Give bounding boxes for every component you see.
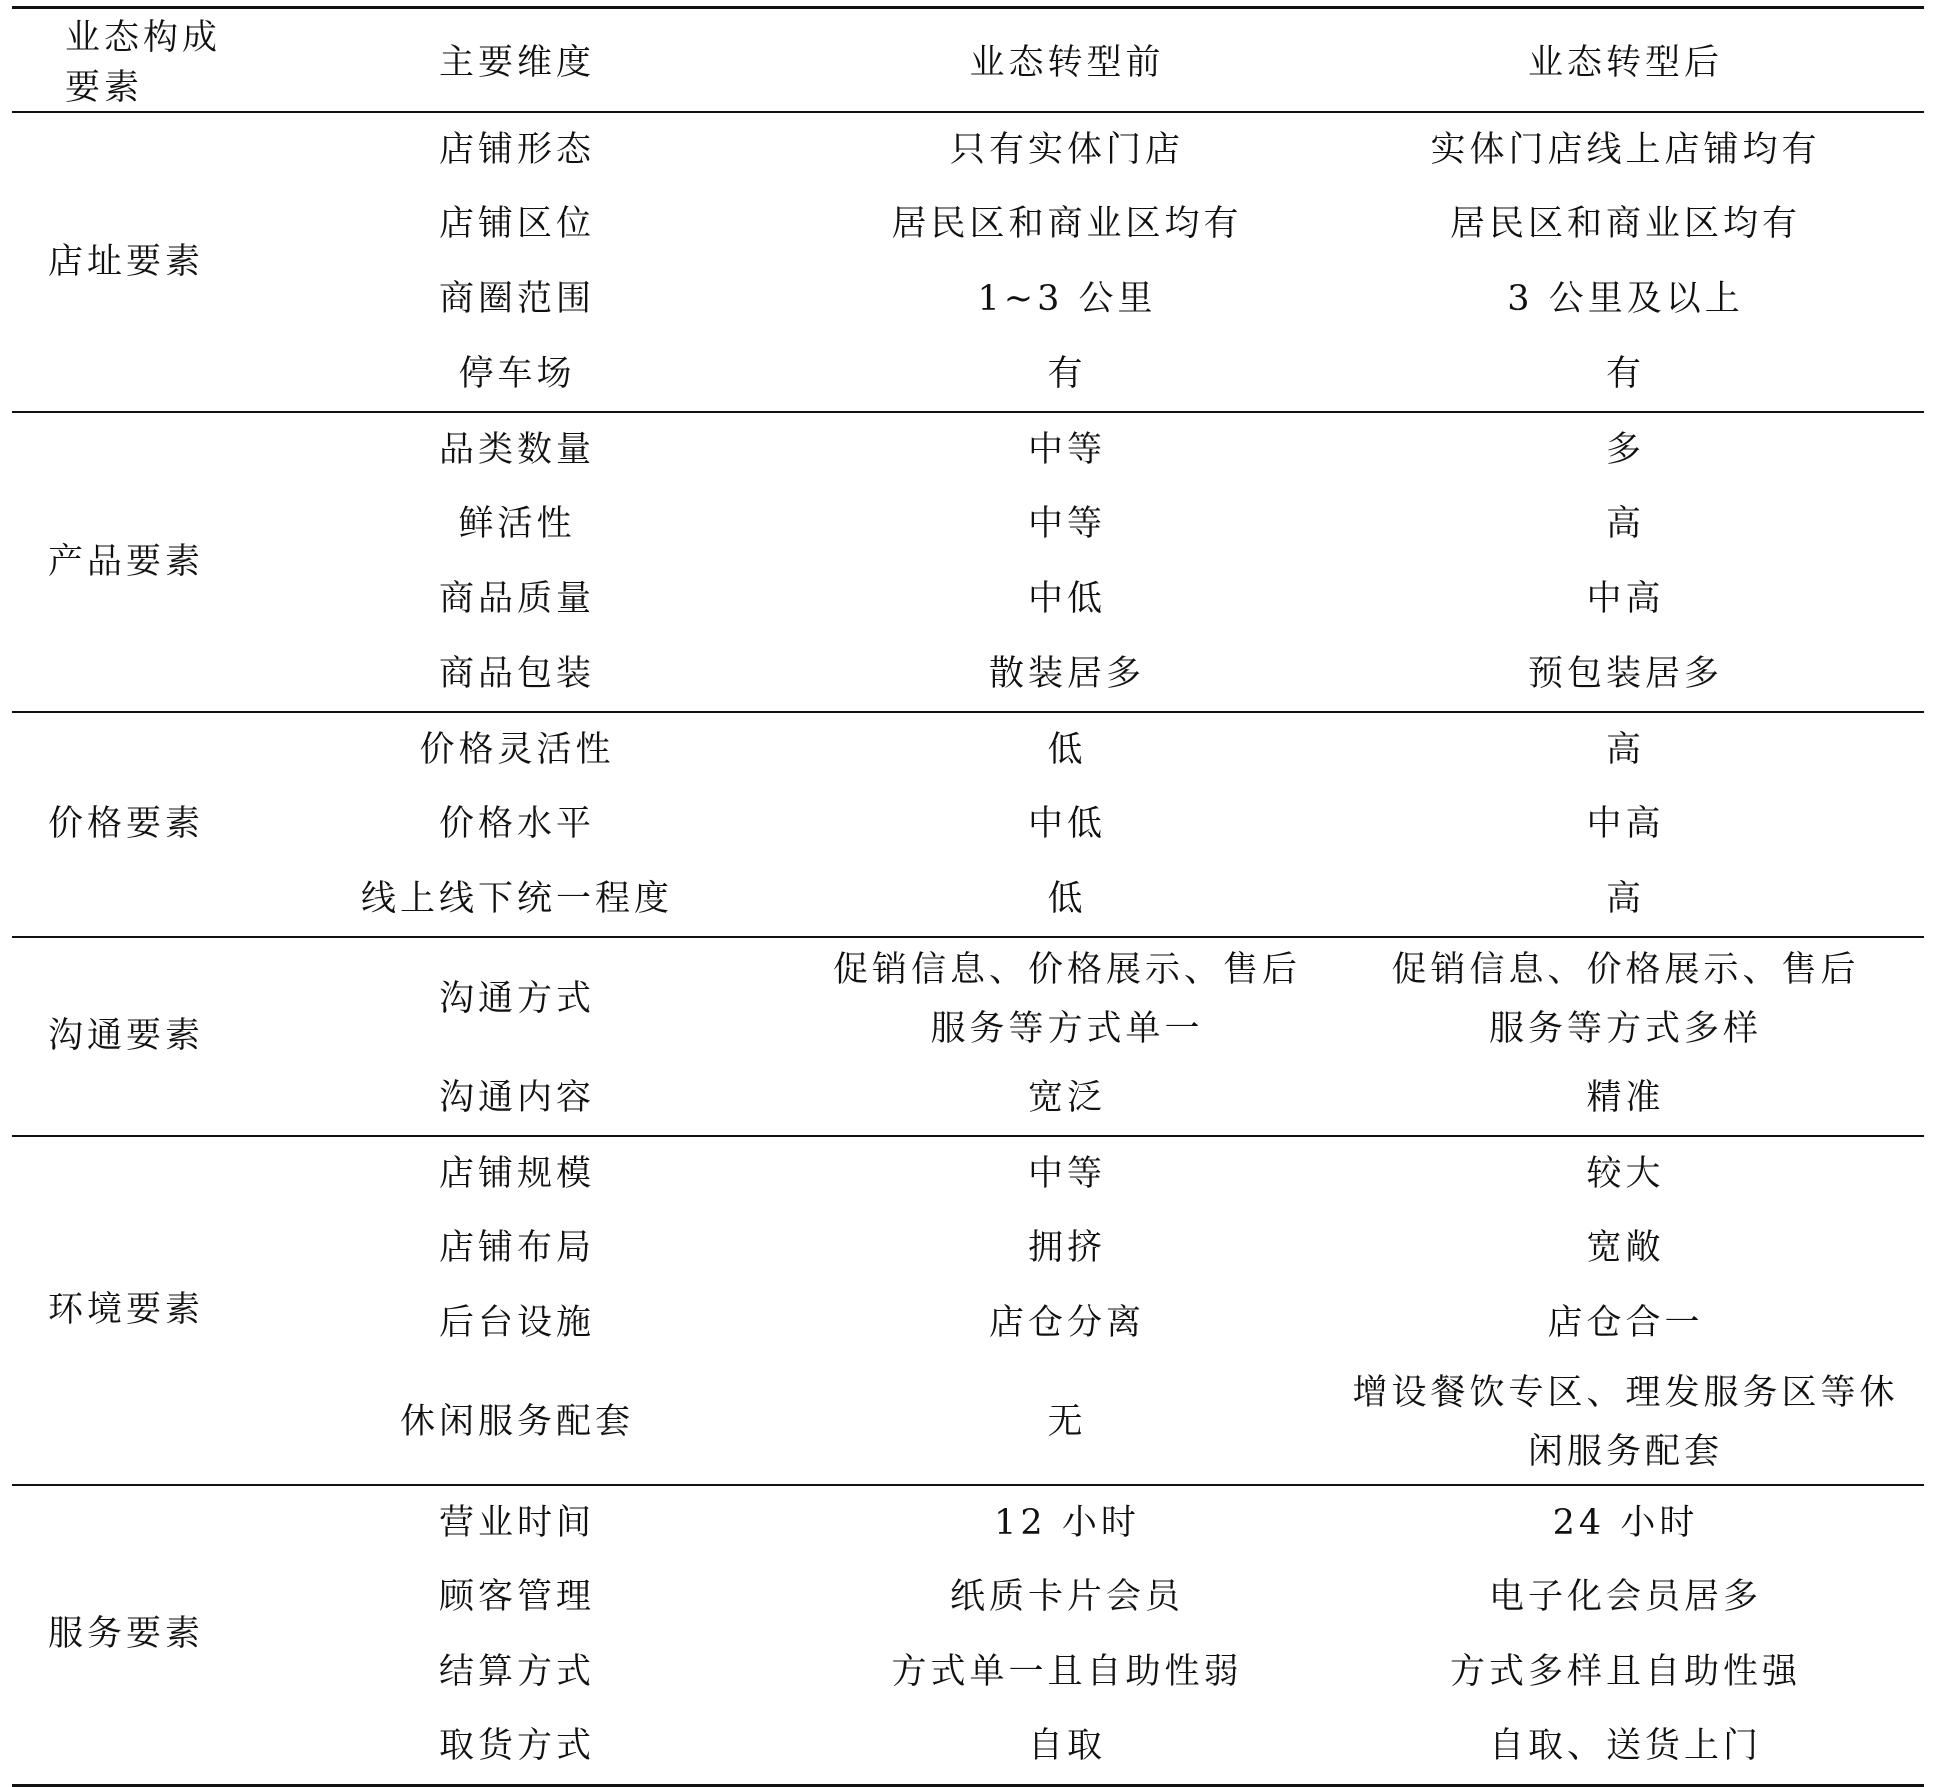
- after-cell: 电子化会员居多: [1488, 1577, 1762, 1617]
- after-cell: 实体门店线上店铺均有: [1327, 112, 1924, 187]
- before-cell: 店仓分离: [988, 1303, 1145, 1343]
- header-before: 业态转型前: [807, 8, 1327, 113]
- table-row: [12, 1136, 1924, 1211]
- table-row: [12, 1211, 1924, 1286]
- dimension-cell: 价格水平: [438, 804, 595, 844]
- before-cell: 中低: [1027, 804, 1106, 844]
- table-row: [12, 412, 1924, 487]
- before-cell: 只有实体门店: [807, 112, 1327, 187]
- format-transformation-table: [12, 6, 1924, 1787]
- dimension-cell: 后台设施: [438, 1303, 595, 1343]
- after-cell: 店仓合一: [1547, 1303, 1704, 1343]
- table-row: [12, 337, 1924, 412]
- after-cell-line: 服务等方式多样: [1488, 1008, 1762, 1049]
- dimension-cell: 休闲服务配套: [399, 1402, 634, 1442]
- after-cell: 多: [1327, 412, 1924, 487]
- before-cell-line: 服务等方式单一: [930, 1008, 1204, 1049]
- dimension-cell: 鲜活性: [458, 504, 576, 544]
- after-cell: 宽敞: [1586, 1228, 1665, 1268]
- dimension-cell: 商品质量: [438, 579, 595, 619]
- before-cell: 纸质卡片会员: [949, 1577, 1184, 1617]
- after-cell: 预包装居多: [1527, 653, 1723, 694]
- table-row: [12, 1061, 1924, 1136]
- before-cell: 中等: [1027, 504, 1106, 544]
- before-cell: 宽泛: [1027, 1077, 1106, 1118]
- dimension-cell: 沟通方式: [227, 937, 807, 1061]
- table-row: [12, 112, 1924, 187]
- before-cell: 12 小时: [807, 1485, 1327, 1560]
- group-label: 服务要素: [12, 1485, 227, 1785]
- table-row: [12, 787, 1924, 862]
- table-row: [12, 1635, 1924, 1710]
- dimension-cell: 取货方式: [227, 1710, 807, 1785]
- before-cell: 中等: [807, 1136, 1327, 1211]
- after-cell: [1327, 1361, 1924, 1485]
- after-cell: 高: [1605, 878, 1645, 919]
- table-row: [12, 1710, 1924, 1785]
- after-cell: [1327, 937, 1924, 1061]
- after-cell: 3 公里及以上: [1507, 279, 1744, 319]
- dimension-cell: 商品包装: [438, 653, 595, 694]
- before-cell: 居民区和商业区均有: [891, 204, 1243, 244]
- before-cell: 有: [1047, 353, 1087, 394]
- dimension-cell: 营业时间: [227, 1485, 807, 1560]
- header-dimension: 主要维度: [227, 8, 807, 113]
- dimension-cell: 商圈范围: [438, 279, 595, 319]
- dimension-cell: 顾客管理: [438, 1577, 595, 1617]
- dimension-cell: 店铺规模: [227, 1136, 807, 1211]
- header-after: 业态转型后: [1327, 8, 1924, 113]
- dimension-cell: 店铺形态: [227, 112, 807, 187]
- before-cell: 低: [1047, 878, 1087, 919]
- after-cell: 高: [1605, 504, 1645, 544]
- before-cell: 中低: [1027, 579, 1106, 619]
- before-cell: 方式单一且自助性弱: [891, 1652, 1243, 1692]
- before-cell: 1~3 公里: [977, 279, 1157, 319]
- table-row: [12, 637, 1924, 712]
- before-cell-line: 促销信息、价格展示、售后: [832, 949, 1301, 990]
- group-label: 价格要素: [12, 712, 227, 937]
- table-header: [12, 8, 1924, 113]
- table-row: [12, 487, 1924, 562]
- before-cell: 无: [1047, 1402, 1087, 1442]
- after-cell: 精准: [1586, 1077, 1665, 1118]
- after-cell: 方式多样且自助性强: [1449, 1652, 1801, 1692]
- table-row: [12, 712, 1924, 787]
- before-cell: 自取: [807, 1710, 1327, 1785]
- group-label: 环境要素: [12, 1136, 227, 1485]
- header-row: [12, 8, 1924, 113]
- after-cell: 有: [1605, 353, 1645, 394]
- after-cell-line: 促销信息、价格展示、售后: [1391, 949, 1860, 990]
- group-label: 沟通要素: [12, 937, 227, 1136]
- dimension-cell: 店铺布局: [438, 1228, 595, 1268]
- after-cell: 高: [1327, 712, 1924, 787]
- after-cell-line: 增设餐饮专区、理发服务区等休: [1352, 1372, 1899, 1413]
- before-cell: [807, 937, 1327, 1061]
- after-cell: 中高: [1586, 579, 1665, 619]
- table-row: [12, 562, 1924, 637]
- dimension-cell: 品类数量: [227, 412, 807, 487]
- dimension-cell: 结算方式: [438, 1652, 595, 1692]
- table-row: [12, 262, 1924, 337]
- header-element: 业态构成要素: [12, 8, 227, 113]
- table-row: [12, 937, 1924, 1061]
- dimension-cell: 沟通内容: [438, 1077, 595, 1118]
- after-cell-line: 闲服务配套: [1527, 1431, 1723, 1472]
- dimension-cell: 店铺区位: [438, 204, 595, 244]
- table-row: [12, 187, 1924, 262]
- before-cell: 中等: [807, 412, 1327, 487]
- after-cell: 自取、送货上门: [1327, 1710, 1924, 1785]
- table-row: [12, 862, 1924, 937]
- table-row: [12, 1485, 1924, 1560]
- table-body: [12, 112, 1924, 1785]
- before-cell: 散装居多: [988, 653, 1145, 694]
- group-label: 店址要素: [12, 112, 227, 412]
- after-cell: 居民区和商业区均有: [1449, 204, 1801, 244]
- after-cell: 较大: [1327, 1136, 1924, 1211]
- after-cell: 24 小时: [1327, 1485, 1924, 1560]
- table-row: [12, 1286, 1924, 1361]
- dimension-cell: 价格灵活性: [227, 712, 807, 787]
- table-row: [12, 1560, 1924, 1635]
- dimension-cell: 线上线下统一程度: [360, 878, 673, 919]
- table-row: [12, 1361, 1924, 1485]
- before-cell: 低: [807, 712, 1327, 787]
- comparison-table-container: [12, 6, 1924, 1787]
- group-label: 产品要素: [12, 412, 227, 712]
- after-cell: 中高: [1586, 804, 1665, 844]
- before-cell: 拥挤: [1027, 1228, 1106, 1268]
- dimension-cell: 停车场: [458, 353, 576, 394]
